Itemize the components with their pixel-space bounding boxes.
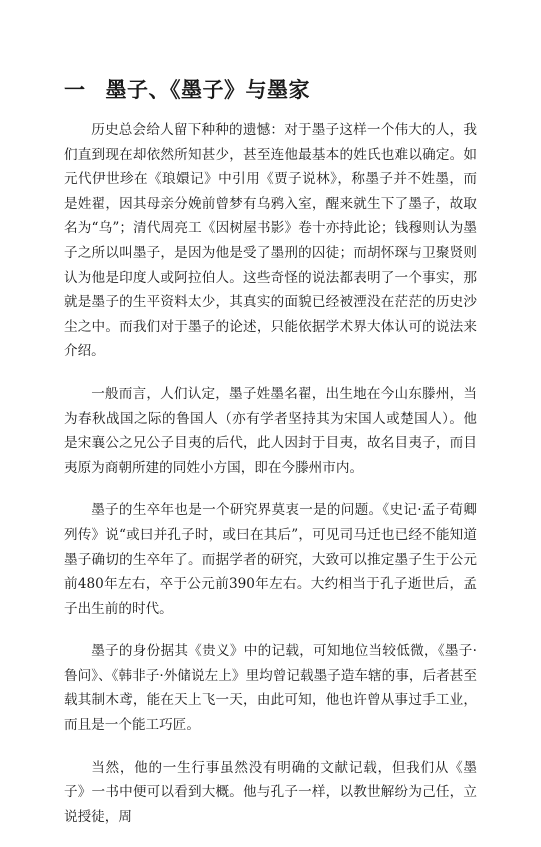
paragraph: 一般而言，人们认定，墨子姓墨名翟，出生地在今山东滕州，当为春秋战国之际的鲁国人（亦有学者坚持其为宋国人或楚国人）。他是宋襄公之兄公子目夷的后代，此人因封于目夷，故名目夷子，而目夷原为商朝所建的同姓小方国，即在今滕州市内。 xyxy=(64,385,477,476)
body-text xyxy=(64,118,477,847)
paragraph: 墨子的生卒年也是一个研究界莫衷一是的问题。《史记·孟子荀卿列传》说“或曰并孔子时，或曰在其后”，可见司马迁也已经不能知道墨子确切的生卒年了。而据学者的研究，大致可以推定墨子生于公元前480年左右，卒于公元前390年左右。大约相当于孔子逝世后，孟子出生前的时代。 xyxy=(64,502,477,617)
section-title: 墨子、《墨子》与墨家 xyxy=(105,77,310,102)
paragraph: 当然，他的一生行事虽然没有明确的文献记载，但我们从《墨子》一书中便可以看到大概。他与孔子一样，以教世解纷为己任，立说授徒，周 xyxy=(64,759,477,825)
section-number: 一 xyxy=(64,77,86,102)
paragraph: 历史总会给人留下种种的遗憾：对于墨子这样一个伟大的人，我们直到现在却依然所知甚少，甚至连他最基本的姓氏也难以确定。如元代伊世珍在《琅嬛记》中引用《贾子说林》，称墨子并不姓墨，而是姓翟，因其母亲分娩前曾梦有乌鸦入室，醒来就生下了墨子，故取名为“乌”；清代周亮工《因树屋书影》卷十亦持此论；钱穆则认为墨子之所以叫墨子，是因为他是受了墨刑的囚徒；而胡怀琛与卫聚贤则认为他是印度人或阿拉伯人。这些奇怪的说法都表明了一个事实，那就是墨子的生平资料太少，其真实的面貌已经被湮没在茫茫的历史沙尘之中。而我们对于墨子的论述，只能依据学术界大体认可的说法来介绍。 xyxy=(64,122,477,360)
paragraph: 墨子的身份据其《贵义》中的记载，可知地位当较低微，《墨子·鲁问》、《韩非子·外储说左上》里均曾记载墨子造车辖的事，后者甚至载其制木鸢，能在天上飞一天，由此可知，他也许曾从事过手工业，而且是一个能工巧匠。 xyxy=(64,643,477,734)
section-heading xyxy=(64,74,310,104)
